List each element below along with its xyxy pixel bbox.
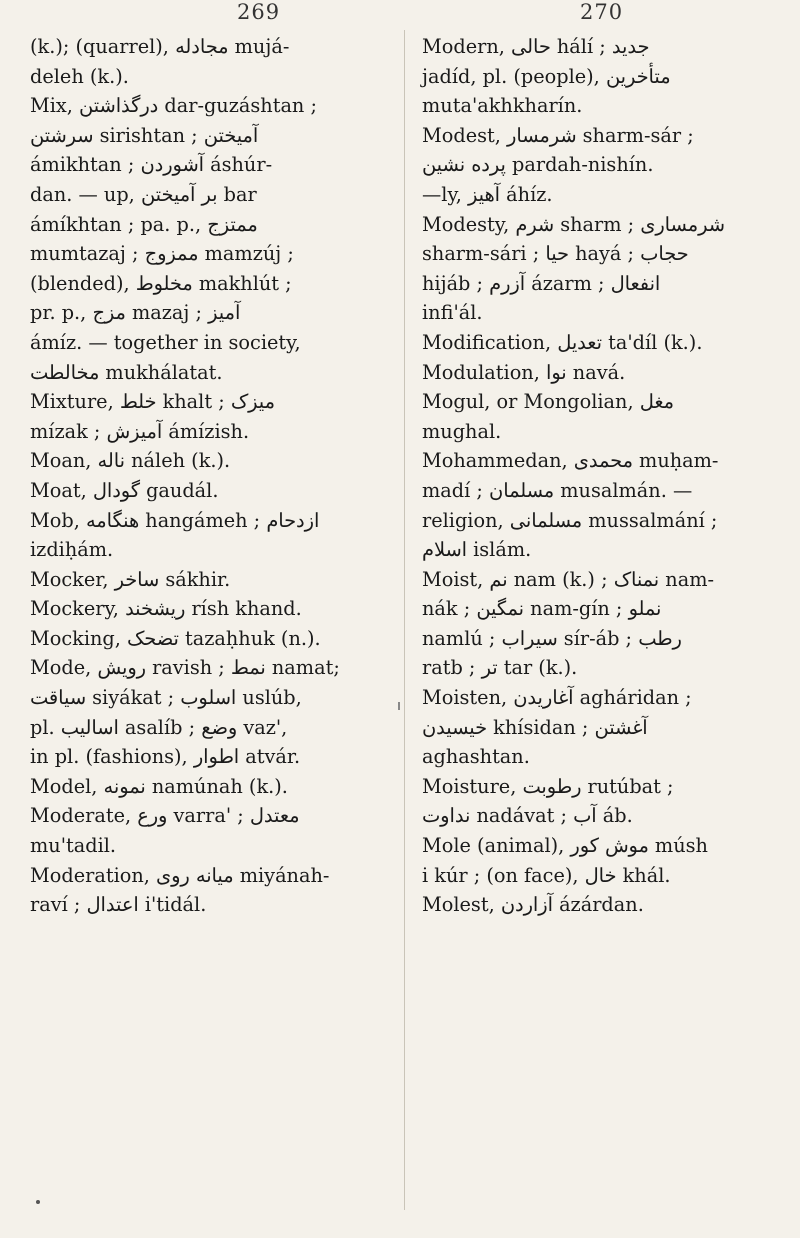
dictionary-line: Mixture, خلط khalt ; میزک xyxy=(30,390,275,414)
dictionary-line: Model, نمونه namúnah (k.). xyxy=(30,774,288,798)
dictionary-line: Mocking, تضحک tazaḥhuk (n.). xyxy=(30,626,321,650)
dictionary-line: ratb ; تر tar (k.). xyxy=(422,656,578,680)
dictionary-line: Mogul, or Mongolian, مغل xyxy=(422,390,674,414)
dictionary-line: سیاقت siyákat ; اسلوب uslúb, xyxy=(30,686,302,710)
dictionary-line: نداوت nadávat ; آب áb. xyxy=(422,804,633,828)
dictionary-line: hijáb ; آزرم ázarm ; انفعال xyxy=(422,271,661,295)
dictionary-line: Moderate, ورع varra' ; معتدل xyxy=(30,804,300,828)
left-column xyxy=(30,32,388,920)
dictionary-line: mu'tadil. xyxy=(30,834,117,858)
column-divider xyxy=(404,30,405,1210)
dictionary-line: Moat, گودال gaudál. xyxy=(30,478,219,502)
dictionary-line: mízak ; آمیزش ámízish. xyxy=(30,419,250,443)
dictionary-line: Mob, هنگامه hangámeh ; ازدحام xyxy=(30,508,320,532)
dictionary-line: Moan, ناله náleh (k.). xyxy=(30,449,231,473)
dictionary-line: i kúr ; (on face), خال khál. xyxy=(422,863,671,887)
dictionary-line: sharm-sári ; حیا hayá ; حجاب xyxy=(422,242,689,266)
dictionary-line: religion, مسلمانی mussalmání ; xyxy=(422,508,718,532)
dictionary-line: سرشتن sirishtan ; آمیختن xyxy=(30,123,259,147)
dictionary-line: nák ; نمگین nam-gín ; نملو xyxy=(422,597,662,621)
page-number-left: 269 xyxy=(237,0,281,24)
dictionary-line: خیسیدن khísidan ; آغشتن xyxy=(422,715,648,739)
dictionary-line: —ly, آهیز áhíz. xyxy=(422,182,553,206)
dictionary-line: in pl. (fashions), اطوار atvár. xyxy=(30,745,301,769)
dictionary-line: (k.); (quarrel), مجادله mujá- xyxy=(30,35,290,58)
dictionary-line: Modern, حالی hálí ; جدید xyxy=(422,35,650,58)
dictionary-line: jadíd, pl. (people), متأخرین xyxy=(422,64,671,88)
dictionary-line: infi'ál. xyxy=(422,301,483,325)
dictionary-line: Moderation, میانه روی miyánah- xyxy=(30,863,330,887)
dictionary-line: Mole (animal), موش کور músh xyxy=(422,834,708,858)
dictionary-line: aghashtan. xyxy=(422,745,530,769)
dictionary-line: mughal. xyxy=(422,419,502,443)
dictionary-line: madí ; مسلمان musalmán. — xyxy=(422,478,693,502)
dictionary-line: ámíz. — together in society, xyxy=(30,330,301,354)
dictionary-line: muta'akhkharín. xyxy=(422,94,583,118)
dictionary-line: pl. اسالیب asalíb ; وضع vaz', xyxy=(30,715,288,739)
dictionary-line: (blended), مخلوط makhlút ; xyxy=(30,271,292,295)
dictionary-line: deleh (k.). xyxy=(30,64,129,88)
dictionary-line: Moisten, آغاریدن agháridan ; xyxy=(422,686,692,710)
dictionary-line: ámíkhtan ; pa. p., ممتزج xyxy=(30,212,258,236)
dictionary-line: dan. — up, بر آمیختن bar xyxy=(30,182,257,206)
dictionary-line: raví ; اعتدال i'tidál. xyxy=(30,893,207,917)
dictionary-line: Mockery, ریشخند rísh khand. xyxy=(30,597,302,621)
dictionary-line: Mix, درگذاشتن dar-guzáshtan ; xyxy=(30,94,317,118)
dictionary-line: Mode, رویش ravish ; نمط namat; xyxy=(30,656,340,680)
right-column xyxy=(422,32,790,920)
ink-speck xyxy=(36,1200,40,1204)
dictionary-line: Modesty, شرم sharm ; شرمساری xyxy=(422,212,725,236)
dictionary-line: Modification, تعدیل ta'díl (k.). xyxy=(422,330,703,354)
dictionary-line: izdiḥám. xyxy=(30,538,114,562)
dictionary-line: namlú ; سیراب sír-áb ; رطب xyxy=(422,626,682,650)
dictionary-line: Modest, شرمسار sharm-sár ; xyxy=(422,123,694,147)
dictionary-line: Moist, نم nam (k.) ; نمناک nam- xyxy=(422,567,715,591)
dictionary-line: اسلام islám. xyxy=(422,538,532,562)
dictionary-line: Modulation, نوا navá. xyxy=(422,360,626,384)
dictionary-line: pr. p., مزج mazaj ; آمیز xyxy=(30,301,241,325)
dictionary-line: mumtazaj ; ممزوج mamzúj ; xyxy=(30,242,294,266)
dictionary-line: Mohammedan, محمدی muḥam- xyxy=(422,449,719,473)
dictionary-line: Mocker, ساخر sákhir. xyxy=(30,567,231,591)
dictionary-line: پرده نشین pardah-nishín. xyxy=(422,153,654,177)
page-number-right: 270 xyxy=(580,0,624,24)
dictionary-line: Moisture, رطوبت rutúbat ; xyxy=(422,774,674,798)
margin-mark xyxy=(398,702,400,710)
dictionary-line: Molest, آزاردن ázárdan. xyxy=(422,893,644,917)
dictionary-line: مخالطت mukhálatat. xyxy=(30,360,223,384)
dictionary-line: ámikhtan ; آشوردن áshúr- xyxy=(30,153,273,177)
